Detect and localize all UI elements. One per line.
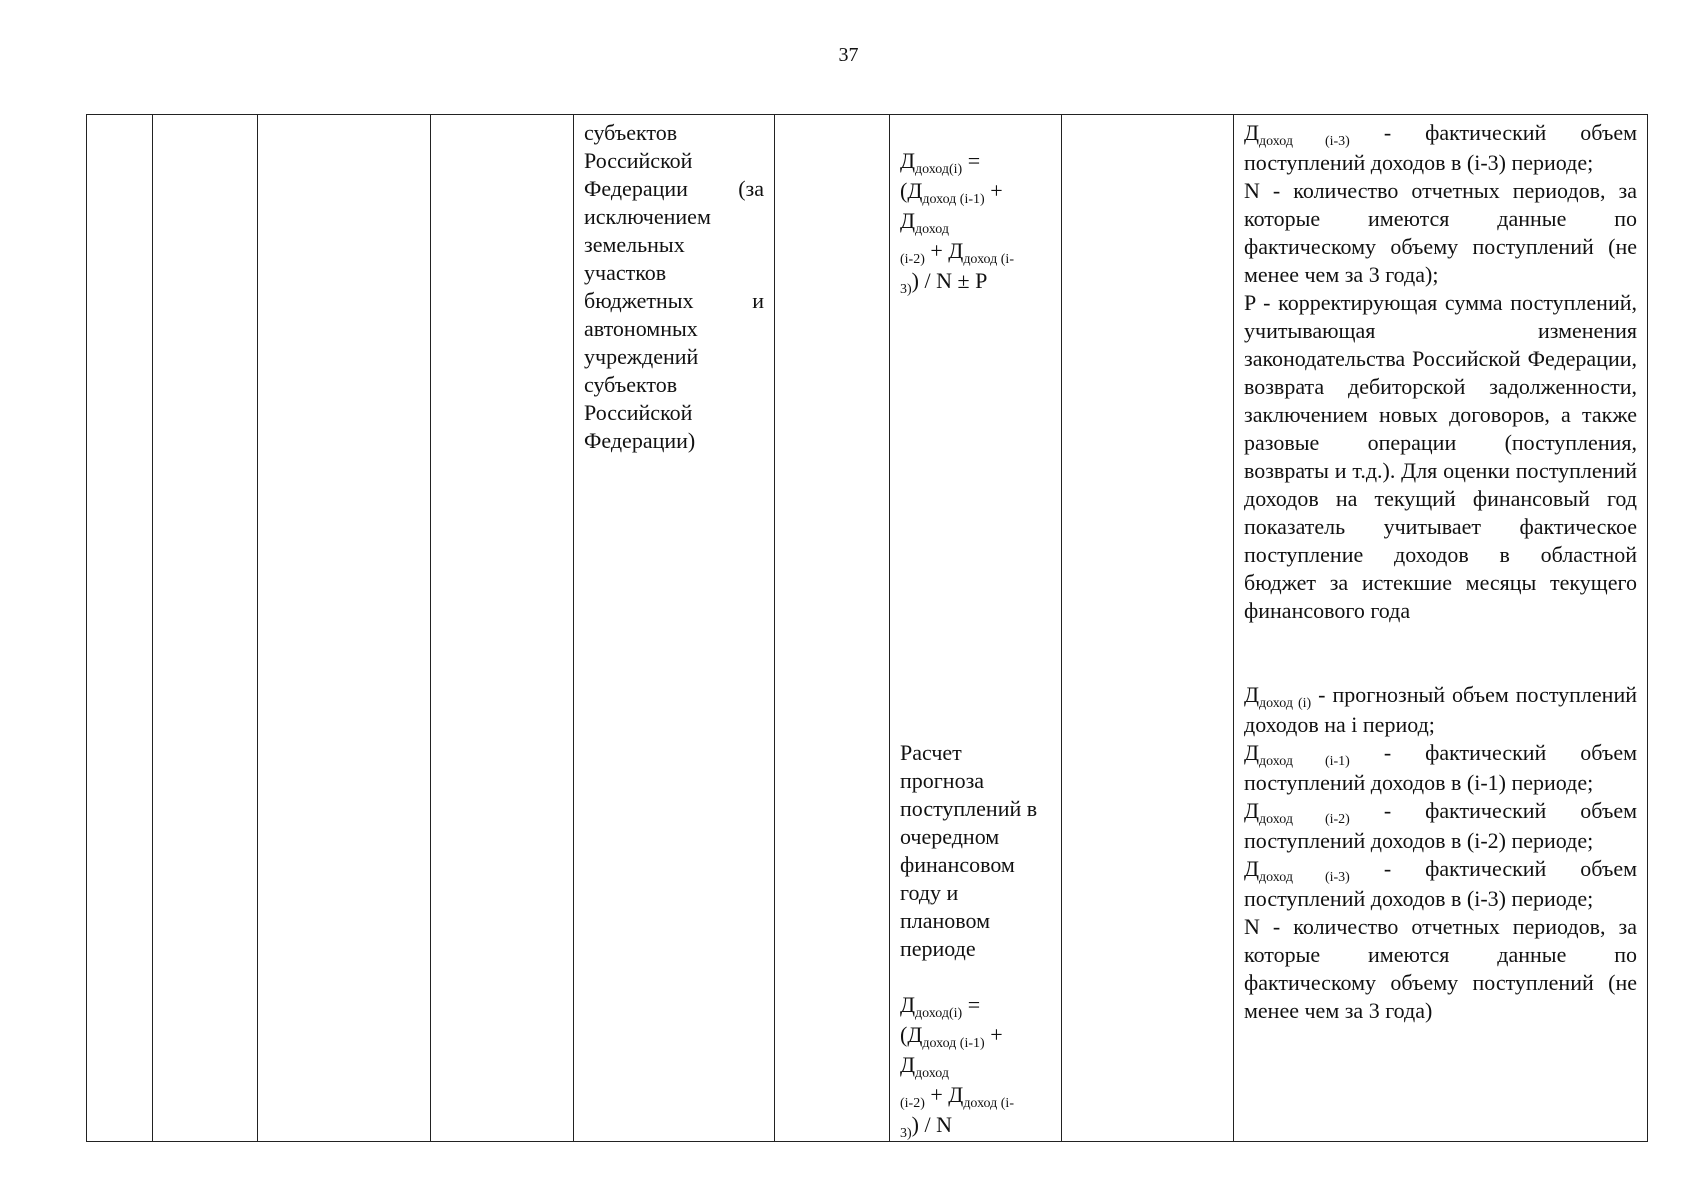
desc-top-d3: $Д_{доход (i-3)}$ - фактический объем поступлений доходов в (i-3) периоде; — [1244, 120, 1638, 175]
desc-bottom-d3: $Д_{доход (i-3)}$ - фактический объем поступлений доходов в (i-3) периоде; — [1244, 856, 1638, 911]
formula-bottom: $Д_{доход(i)}$ = ($Д_{доход (i-1)}$ + $Д_{доход}$ $_{(i-2)} + Д_{доход (i-}$ $_{3)}$) / N — [900, 992, 1014, 1141]
table-row — [87, 115, 1648, 1142]
object-name-text: субъектов Российской Федерации (за исключением земельных участков бюджетных и автономных учреждений субъектов Российской Федерации) — [584, 120, 764, 453]
cell-col-2 — [153, 115, 258, 1142]
desc-bottom-d2: $Д_{доход (i-2)}$ - фактический объем поступлений доходов в (i-2) периоде; — [1244, 798, 1638, 853]
cell-col-4 — [431, 115, 574, 1142]
desc-bottom-d1: $Д_{доход (i-1)}$ - фактический объем поступлений доходов в (i-1) периоде; — [1244, 740, 1638, 795]
desc-top-p: P - корректирующая сумма поступлений, учитывающая изменения законодательства Российской Федерации, возврата дебиторской задолженности, заключением новых договоров, а также разовые операции (поступления, возвраты и т.д.). Для оценки поступлений доходов на текущий финансовый год показатель учитывает фактическое поступление доходов в областной бюджет за истекшие месяцы текущего финансового года — [1244, 290, 1637, 623]
cell-col-8 — [1062, 115, 1234, 1142]
methodology-table — [86, 114, 1648, 1142]
formula-top: $Д_{доход(i)}$ = ($Д_{доход (i-1)}$ + $Д_{доход}$ $_{(i-2)} + Д_{доход (i-}$ $_{3)}$) / N ± P — [900, 148, 1014, 297]
cell-col-1 — [87, 115, 153, 1142]
desc-bottom-n: N - количество отчетных периодов, за которые имеются данные по фактическому объему поступлений (не менее чем за 3 года) — [1244, 914, 1637, 1023]
desc-top-n: N - количество отчетных периодов, за которые имеются данные по фактическому объему поступлений (не менее чем за 3 года); — [1244, 178, 1637, 287]
cell-col-6 — [775, 115, 890, 1142]
cell-description — [1234, 115, 1648, 1142]
cell-object-name — [574, 115, 775, 1142]
page-number: 37 — [838, 44, 859, 66]
desc-bottom-di: $Д_{доход (i)}$ - прогнозный объем поступлений доходов на i период; — [1244, 682, 1637, 737]
method-title: Расчет прогноза поступлений в очередном финансовом году и плановом периоде — [900, 740, 1038, 961]
cell-col-3 — [258, 115, 431, 1142]
cell-method — [890, 115, 1062, 1142]
